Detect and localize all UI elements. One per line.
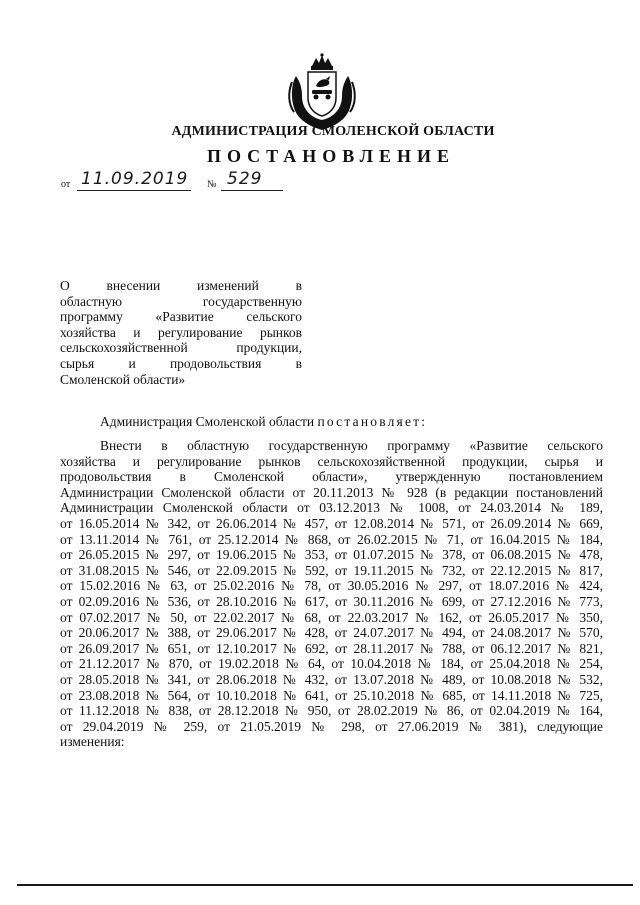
body-line: от 26.05.2015 № 297, от 19.06.2015 № 353, от 01.07.2015 № 378, от 06.08.2015 № 478, bbox=[60, 547, 603, 563]
preamble-verb: постановляет: bbox=[317, 414, 428, 429]
body-line: от 13.11.2014 № 761, от 25.12.2014 № 868, от 26.02.2015 № 71, от 16.04.2015 № 184, bbox=[60, 531, 603, 547]
number-prefix: № bbox=[207, 179, 217, 190]
preamble bbox=[100, 414, 427, 430]
org-title: АДМИНИСТРАЦИЯ СМОЛЕНСКОЙ ОБЛАСТИ bbox=[171, 124, 495, 139]
body-line: от 02.09.2016 № 536, от 28.10.2016 № 617, от 30.11.2016 № 699, от 27.12.2016 № 773, bbox=[60, 593, 603, 609]
document-type: ПОСТАНОВЛЕНИЕ bbox=[206, 146, 456, 166]
body-line: от 23.08.2018 № 564, от 10.10.2018 № 641, от 25.10.2018 № 685, от 14.11.2018 № 725, bbox=[60, 687, 603, 703]
body-line: от 16.05.2014 № 342, от 26.06.2014 № 457, от 12.08.2014 № 571, от 26.09.2014 № 669, bbox=[60, 515, 603, 531]
document-subject bbox=[60, 278, 302, 387]
body-line: изменения: bbox=[60, 734, 125, 750]
body-line: от 11.12.2018 № 838, от 28.12.2018 № 950, от 28.02.2019 № 86, от 02.04.2019 № 164, bbox=[60, 703, 603, 719]
body-line: от 21.12.2017 № 870, от 19.02.2018 № 64, от 10.04.2018 № 184, от 25.04.2018 № 254, bbox=[60, 656, 603, 672]
subject-line: программу «Развитие сельского bbox=[60, 309, 302, 325]
body-line: продовольствия в Смоленской области», утвержденную постановлением bbox=[60, 469, 603, 485]
subject-line: областную государственную bbox=[60, 293, 302, 309]
date-number-line bbox=[61, 168, 301, 194]
bottom-divider bbox=[17, 884, 633, 886]
coat-of-arms-icon bbox=[286, 52, 358, 132]
body-line: от 28.05.2018 № 341, от 28.06.2018 № 432, от 13.07.2018 № 489, от 10.08.2018 № 532, bbox=[60, 671, 603, 687]
body-line: от 26.09.2017 № 651, от 12.10.2017 № 692, от 28.11.2017 № 788, от 06.12.2017 № 821, bbox=[60, 640, 603, 656]
body-paragraph bbox=[60, 438, 603, 750]
body-line: Администрации Смоленской области от 03.12.2013 № 1008, от 24.03.2014 № 189, bbox=[60, 500, 603, 516]
preamble-text: Администрация Смоленской области bbox=[100, 414, 315, 429]
body-line: Внести в областную государственную программу «Развитие сельского bbox=[100, 438, 603, 453]
body-line: Администрации Смоленской области от 20.11.2013 № 928 (в редакции постановлений bbox=[60, 484, 603, 500]
subject-line: хозяйства и регулирование рынков bbox=[60, 324, 302, 340]
number-underline bbox=[221, 190, 283, 191]
date-value: 11.09.2019 bbox=[81, 169, 189, 189]
body-line: хозяйства и регулирование рынков сельскохозяйственной продукции, сырья и bbox=[60, 453, 603, 469]
date-underline bbox=[77, 190, 191, 191]
body-line: от 31.08.2015 № 546, от 22.09.2015 № 592, от 19.11.2015 № 732, от 22.12.2015 № 817, bbox=[60, 562, 603, 578]
date-prefix: от bbox=[61, 179, 71, 190]
subject-line: сырья и продовольствия в bbox=[60, 355, 302, 371]
body-line: от 29.04.2019 № 259, от 21.05.2019 № 298, от 27.06.2019 № 381), следующие bbox=[60, 718, 603, 734]
body-line: от 15.02.2016 № 63, от 25.02.2016 № 78, от 30.05.2016 № 297, от 18.07.2016 № 424, bbox=[60, 578, 603, 594]
subject-line: сельскохозяйственной продукции, bbox=[60, 340, 302, 356]
body-line: от 07.02.2017 № 50, от 22.02.2017 № 68, от 22.03.2017 № 162, от 26.05.2017 № 350, bbox=[60, 609, 603, 625]
body-line: от 20.06.2017 № 388, от 29.06.2017 № 428, от 24.07.2017 № 494, от 24.08.2017 № 570, bbox=[60, 625, 603, 641]
subject-line: Смоленской области» bbox=[60, 371, 186, 387]
subject-line: О внесении изменений в bbox=[60, 278, 302, 293]
number-value: 529 bbox=[227, 169, 263, 189]
